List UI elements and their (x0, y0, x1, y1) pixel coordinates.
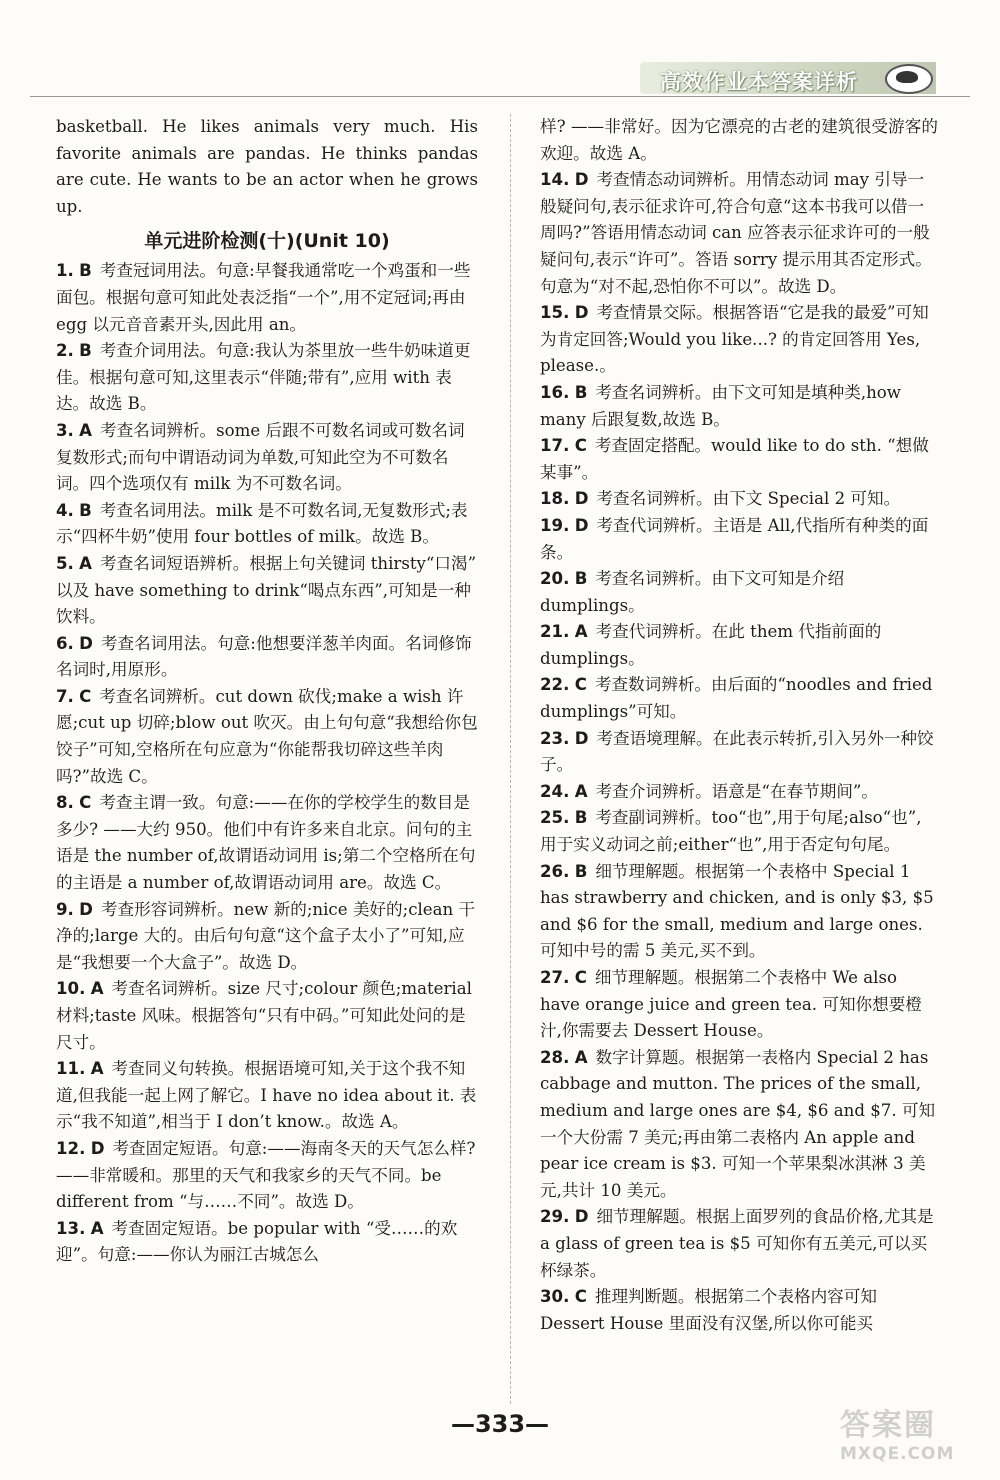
item-number: 28. (540, 1047, 570, 1067)
intro-paragraph: basketball. He likes animals very much. His favorite animals are pandas. He thinks pandas are cute. He wants to be an actor when he grows up. (56, 117, 478, 216)
item-number: 4. (56, 500, 74, 520)
item-answer: C (79, 793, 92, 813)
answer-item (56, 976, 478, 1056)
item-answer: A (79, 553, 92, 573)
item-answer: C (574, 1287, 587, 1307)
item-number: 30. (540, 1287, 570, 1307)
item-answer: A (79, 420, 92, 440)
item-explanation: 考查介词用法。句意:我认为茶里放一些牛奶味道更佳。根据句意可知,这里表示“伴随;带有”,应用 with 表达。故选 B。 (56, 341, 471, 414)
item-answer: D (79, 633, 93, 653)
item-answer: C (574, 675, 587, 695)
left-column (56, 114, 478, 1269)
item-answer: A (574, 622, 588, 642)
answer-item (540, 1204, 938, 1284)
item-explanation: 考查情态动词辨析。用情态动词 may 引导一般疑问句,表示征求许可,符合句意“这本书我可以借一周吗?”答语用情态动词 can 应答表示征求许可的一般疑问句,表示“许可”。答语 sorry 提示用其否定形式。句意为“对不起,恐怕你不可以”。故选 D。 (540, 170, 932, 296)
item-answer: A (90, 979, 104, 999)
answer-item (540, 726, 938, 779)
item-explanation: 考查语境理解。在此表示转折,引入另外一种饺子。 (540, 728, 934, 775)
item-number: 17. (540, 436, 570, 456)
answer-item (540, 779, 938, 806)
item-number: 7. (56, 686, 74, 706)
item-explanation: 考查情景交际。根据答语“它是我的最爱”可知为肯定回答;Would you like...? 的肯定回答用 Yes, please.。 (540, 303, 929, 376)
page-number: —333— (450, 1410, 550, 1438)
eye-logo-icon (885, 64, 933, 94)
item-explanation: 考查名词辨析。cut down 砍伐;make a wish 许愿;cut up 切碎;blow out 吹灭。由上句句意“我想给你包饺子”可知,空格所在句应意为“你能帮我切碎这些羊肉吗?”故选 C。 (56, 686, 478, 786)
item-explanation: 考查数词辨析。由后面的“noodles and fried dumplings”可知。 (540, 675, 933, 722)
item-explanation: 考查代词辨析。主语是 All,代指所有种类的面条。 (540, 515, 929, 562)
item-answer: A (90, 1218, 104, 1238)
item-answer: B (79, 500, 92, 520)
watermark-url: MXQE.COM (840, 1444, 955, 1464)
item-answer: A (574, 1047, 588, 1067)
answer-item (56, 631, 478, 684)
item-explanation: 考查介词辨析。语意是“在春节期间”。 (595, 781, 878, 801)
answer-item (56, 1136, 478, 1216)
answer-item (540, 433, 938, 486)
item-number: 20. (540, 569, 570, 589)
item-explanation: 考查名词辨析。由下文可知是填种类,how many 后跟复数,故选 B。 (540, 382, 901, 429)
answer-item (540, 1045, 938, 1205)
watermark-logo-text: 答案圈 (840, 1408, 936, 1443)
item-explanation: 考查冠词用法。句意:早餐我通常吃一个鸡蛋和一些面包。根据句意可知此处表泛指“一个”,用不定冠词;再由 egg 以元音音素开头,因此用 an。 (56, 261, 471, 334)
item-number: 15. (540, 303, 570, 323)
item-explanation: 考查名词用法。milk 是不可数名词,无复数形式;表示“四杯牛奶”使用 four bottles of milk。故选 B。 (56, 500, 468, 547)
section-title: 单元进阶检测(十)(Unit 10) (144, 230, 390, 253)
item-number: 21. (540, 622, 570, 642)
right-answer-list (540, 167, 938, 1337)
item-explanation: 细节理解题。根据上面罗列的食品价格,尤其是 a glass of green tea is $5 可知你有五美元,可以买杯绿茶。 (540, 1207, 934, 1280)
answer-item (540, 566, 938, 619)
answer-item (540, 513, 938, 566)
answer-item (540, 859, 938, 965)
item-explanation: 细节理解题。根据第一个表格中 Special 1 has strawberry and chicken, and is only $3, $5 and $6 for the small, medium and large ones. 可知中号的需 5 美元,买不到。 (540, 861, 934, 961)
item-explanation: 数字计算题。根据第一表格内 Special 2 has cabbage and mutton. The prices of the small, medium and large ones are $4, $6 and $7. 可知一个大份需 7 美元;再由第二表格内 An apple and pear ice cream is $3. 可知一个苹果梨冰淇淋 3 美元,共计 10 美元。 (540, 1047, 936, 1200)
item-explanation: 考查固定短语。be popular with “受……的欢迎”。句意:——你认为丽江古城怎么 (56, 1218, 458, 1265)
item-explanation: 推理判断题。根据第二个表格内容可知 Dessert House 里面没有汉堡,所以你可能买 (540, 1287, 877, 1333)
item-explanation: 考查名词用法。句意:他想要洋葱羊肉面。名词修饰名词时,用原形。 (56, 633, 472, 680)
answer-item (540, 380, 938, 433)
item-explanation: 考查固定短语。句意:——海南冬天的天气怎么样? ——非常暖和。那里的天气和我家乡的天气不同。be different from “与……不同”。故选 D。 (56, 1138, 476, 1212)
item-explanation: 考查副词辨析。too“也”,用于句尾;also“也”,用于实义动词之前;either“也”,用于否定句句尾。 (540, 808, 922, 855)
item-answer: D (90, 1138, 105, 1158)
item-answer: B (79, 261, 92, 281)
item-number: 14. (540, 170, 570, 190)
answer-item (540, 300, 938, 380)
item-number: 9. (56, 899, 74, 919)
item-number: 11. (56, 1059, 86, 1079)
item-number: 8. (56, 793, 74, 813)
item-answer: B (574, 808, 588, 828)
item-explanation: 考查名词辨析。some 后跟不可数名词或可数名词复数形式;而句中谓语动词为单数,可知此空为不可数名词。四个选项仅有 milk 为不可数名词。 (56, 420, 465, 494)
header-rule (30, 96, 970, 97)
answer-item (56, 684, 478, 790)
answer-item (540, 486, 938, 513)
header-title: 高效作业本答案详析 (660, 70, 858, 94)
item-answer: D (574, 515, 589, 535)
item-explanation: 考查名词辨析。由下文 Special 2 可知。 (596, 489, 901, 509)
answer-item (56, 258, 478, 338)
item-answer: A (90, 1059, 104, 1079)
item-answer: D (574, 303, 589, 323)
answer-item (540, 167, 938, 300)
item-number: 16. (540, 382, 570, 402)
item-number: 2. (56, 341, 74, 361)
item-number: 25. (540, 808, 570, 828)
item-answer: D (574, 489, 589, 509)
item-answer: D (574, 170, 589, 190)
answer-item (56, 897, 478, 977)
item-number: 3. (56, 420, 74, 440)
item-answer: C (574, 436, 587, 456)
item-number: 18. (540, 489, 570, 509)
answer-item (540, 1284, 938, 1337)
answer-item (56, 790, 478, 896)
item-answer: C (79, 686, 92, 706)
item-number: 26. (540, 861, 570, 881)
item-explanation: 细节理解题。根据第二个表格中 We also have orange juice and green tea. 可知你想要橙汁,你需要去 Dessert House。 (540, 968, 922, 1041)
item-number: 23. (540, 728, 570, 748)
item-answer: B (79, 341, 92, 361)
left-answer-list (56, 258, 478, 1269)
column-divider (510, 114, 511, 1404)
item-answer: B (574, 569, 588, 589)
answer-item (56, 418, 478, 498)
answer-item (56, 551, 478, 631)
item-explanation: 考查固定搭配。would like to do sth. “想做某事”。 (540, 436, 929, 482)
item-number: 12. (56, 1138, 86, 1158)
item-number: 1. (56, 261, 74, 281)
item-answer: B (574, 861, 588, 881)
item-explanation: 考查代词辨析。在此 them 代指前面的 dumplings。 (540, 622, 882, 668)
item-answer: A (574, 781, 588, 801)
item-number: 13. (56, 1218, 86, 1238)
item-number: 29. (540, 1207, 570, 1227)
item-explanation: 考查形容词辨析。new 新的;nice 美好的;clean 干净的;large 大的。由后句句意“这个盒子太小了”可知,应是“我想要一个大盒子”。故选 D。 (56, 899, 476, 972)
answer-item (540, 619, 938, 672)
answer-item (56, 1056, 478, 1136)
answer-item (56, 338, 478, 418)
item-answer: D (79, 899, 93, 919)
item-answer: C (574, 968, 587, 987)
item-explanation: 考查主谓一致。句意:——在你的学校学生的数目是多少? ——大约 950。他们中有许多来自北京。问句的主语是 the number of,故谓语动词用 is;第二个空格所在句的主语是 a number of,故谓语动词用 are。故选 C。 (56, 793, 476, 893)
item-explanation: 考查名词短语辨析。根据上句关键词 thirsty“口渴” 以及 have something to drink“喝点东西”,可知是一种饮料。 (56, 553, 477, 627)
answer-item (56, 498, 478, 551)
item-number: 24. (540, 781, 570, 801)
item-number: 6. (56, 633, 74, 653)
answer-item (540, 805, 938, 858)
item-answer: D (574, 1207, 589, 1227)
item-explanation: 考查同义句转换。根据语境可知,关于这个我不知道,但我能一起上网了解它。I have no idea about it. 表示“我不知道”,相当于 I don’t know.。故选 A。 (56, 1059, 477, 1132)
answer-item (540, 965, 938, 1045)
watermark (840, 1408, 990, 1472)
item-number: 19. (540, 515, 570, 535)
item-number: 22. (540, 675, 570, 695)
item-answer: D (574, 728, 589, 748)
item-explanation: 考查名词辨析。由下文可知是介绍 dumplings。 (540, 569, 845, 615)
item-number: 27. (540, 968, 570, 987)
right-column (540, 114, 938, 1337)
item-answer: B (574, 382, 588, 402)
item-number: 10. (56, 979, 86, 999)
answer-item (540, 672, 938, 725)
continuation-paragraph: 样? ——非常好。因为它漂亮的古老的建筑很受游客的欢迎。故选 A。 (540, 117, 938, 163)
item-explanation: 考查名词辨析。size 尺寸;colour 颜色;material 材料;taste 风味。根据答句“只有中码。”可知此处问的是尺寸。 (56, 979, 472, 1052)
answer-item (56, 1216, 478, 1269)
item-number: 5. (56, 553, 74, 573)
